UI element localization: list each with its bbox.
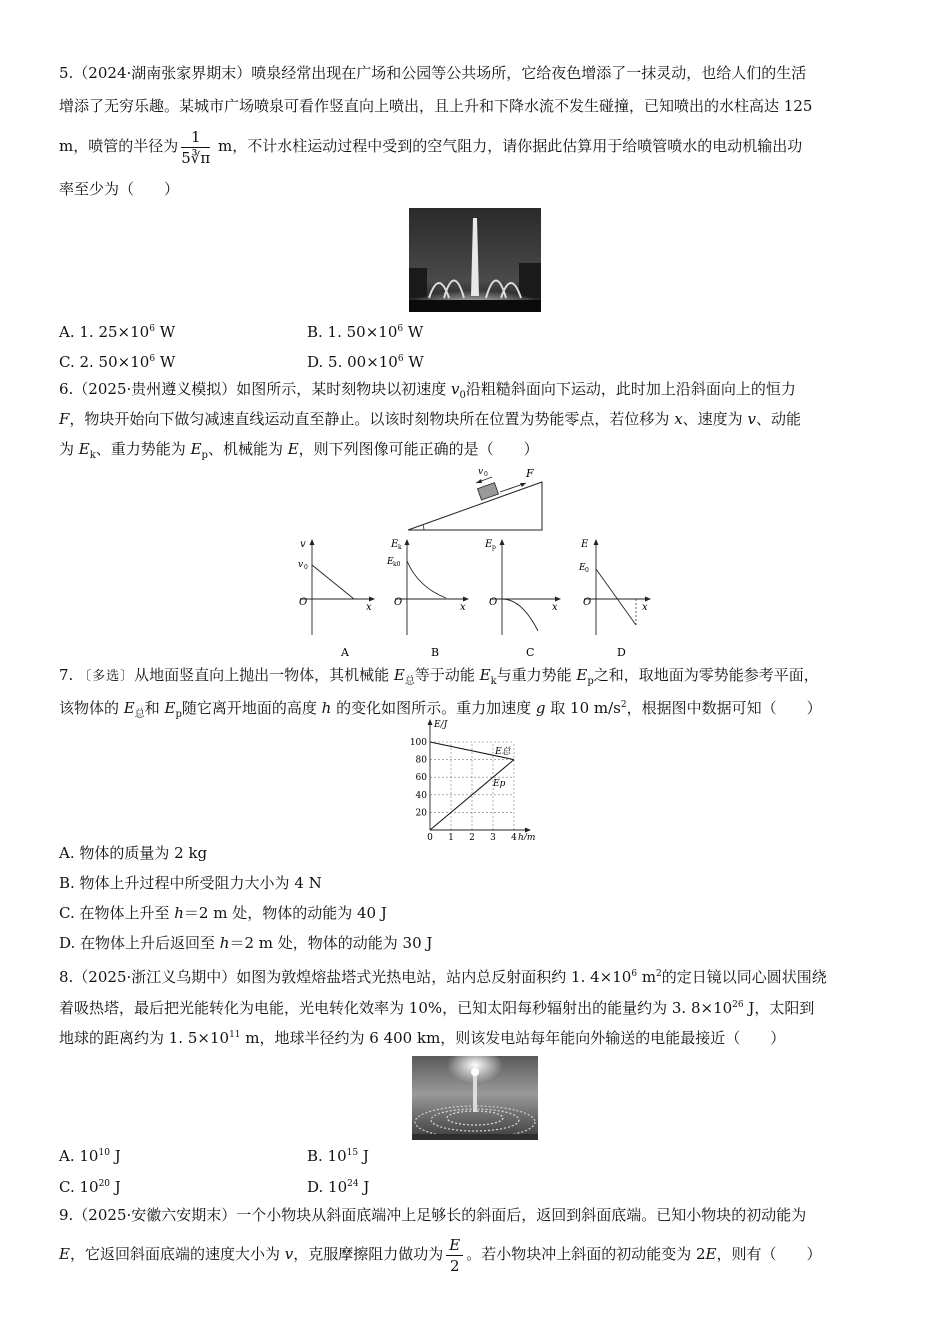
slope-v0-label: v [478,467,484,477]
q7-option-a[interactable]: A. 物体的质量为 2 kg [59,844,208,862]
q9-line-1: 9.（2025·安徽六安期末）一个小物块从斜面底端冲上足够长的斜面后，返回到斜面底端。已知小物块的初动能为 [59,1206,807,1224]
x-axis-label: h/m [518,833,536,840]
fountain-photo [409,208,541,312]
q5-line-3: m，喷管的半径为 $\frac{1}{5∛\pi}$ m，不计水柱运动过程中受到的空气阻力，请你据此估算用于给喷管喷水的电动机输出功 [59,127,803,167]
x-tick-label: 0 [427,833,433,840]
series-label-1: Ep [493,779,506,790]
graph-b-label: B [431,646,440,659]
graph-a-label: A [341,646,349,659]
q6-line-3: 为 $E_k$、重力势能为 $E_p$、机械能为 E，则下列图像可能正确的是（ ） [59,440,539,461]
svg-text:E: E [387,557,394,567]
graph-a-line [312,565,354,599]
q5-option-d[interactable]: D. 5. $00\times 10^6$ W [307,353,424,371]
svg-text:k: k [398,544,402,551]
q6-line-2: F，物块开始向下做匀减速直线运动直至静止。以该时刻物块所在位置为势能零点，若位移为 x、速度为 v、动能 [59,410,801,428]
y-axis-arrow [428,719,433,725]
q5-option-a[interactable]: A. 1. $25\times 10^6$ W [59,323,176,341]
q8-line-1: 8.（2025·浙江义乌期中）如图为敦煌熔盐塔式光热电站，站内总反射面积约 1. $4\times 10^6$ $m^2$的定日镜以同心圆状围绕 [59,968,827,986]
graph-d [578,539,651,659]
x-axis-arrow [525,828,531,833]
svg-text:x: x [642,602,648,613]
svg-text:v: v [300,539,306,550]
svg-text:v: v [298,560,304,570]
y-tick-label: 100 [409,738,427,748]
svg-text:x: x [366,602,372,613]
svg-text:0: 0 [484,471,488,478]
q9-work-fraction: $\frac{E}{2}$ [446,1235,463,1276]
x-tick-label: 4 [511,833,517,840]
q8-option-c[interactable]: C. $10^{20}$ J [59,1178,121,1196]
svg-text:x: x [552,602,558,613]
svg-text:E: E [391,539,399,550]
q9-line-2: E，它返回斜面底端的速度大小为 v，克服摩擦阻力做功为 $\frac{E}{2}$ 。若小物块冲上斜面的初动能变为 2E，则有（ ） [59,1235,822,1275]
q7-energy-chart [402,718,542,840]
q6-line-1: 6.（2025·贵州遵义模拟）如图所示，某时刻物块以初速度 $v_0$沿粗糙斜面向下运动，此时加上沿斜面向上的恒力 [59,380,796,401]
y-tick-label: 80 [415,755,427,766]
graph-d-line [596,569,636,625]
svg-text:0: 0 [304,564,308,571]
q5-option-b[interactable]: B. 1. $50\times 10^6$ W [307,323,424,341]
incline-diagram [400,462,550,534]
q8-option-d[interactable]: D. $10^{24}$ J [307,1178,370,1196]
svg-text:E: E [485,539,493,550]
svg-text:E: E [579,563,586,573]
y-tick-label: 40 [415,790,427,801]
graph-a [298,539,375,659]
graph-d-label: D [617,646,626,659]
q7-line-1: 7. 〔多选〕从地面竖直向上抛出一物体，其机械能 $E_总$等于动能 $E_k$与重力势能 $E_p$之和，取地面为零势能参考平面， [59,666,819,687]
q5-line-2: 增添了无穷乐趣。某城市广场喷泉可看作竖直向上喷出，且上升和下降水流不发生碰撞，已知喷出的水柱高达 125 [59,97,813,115]
block [477,483,498,500]
y-tick-label: 20 [415,808,427,819]
q5-radius-fraction: $\frac{1}{5∛\pi}$ [181,127,211,167]
graph-c-curve [502,599,538,631]
y-tick-label: 60 [415,773,427,784]
slope-f-label: F [526,467,534,480]
q5-option-c[interactable]: C. 2. $50\times 10^6$ W [59,353,176,371]
x-tick-label: 2 [469,833,475,840]
svg-text:O: O [394,597,403,608]
svg-text:O: O [583,597,592,608]
x-tick-label: 1 [448,833,454,840]
graph-b-curve [407,561,446,598]
graph-c [484,539,561,659]
q5-line-4: 率至少为（ ） [59,180,180,198]
q6-graphs [290,535,660,660]
q5-line-1: 5.（2024·湖南张家界期末）喷泉经常出现在广场和公园等公共场所，它给夜色增添了一抹灵动，也给人们的生活 [59,64,807,82]
svg-text:0: 0 [585,567,589,574]
q8-option-b[interactable]: B. $10^{15}$ J [307,1147,369,1165]
svg-text:x: x [460,602,466,613]
q7-option-d[interactable]: D. 在物体上升后返回至 h＝2 m 处，物体的动能为 30 J [59,934,433,952]
svg-text:k0: k0 [393,561,401,568]
solar-tower-photo [412,1056,538,1140]
q7-option-b[interactable]: B. 物体上升过程中所受阻力大小为 4 N [59,874,322,892]
series-label-0: E总 [495,747,511,758]
graph-b [386,539,469,659]
graph-c-label: C [526,646,535,659]
q8-option-a[interactable]: A. $10^{10}$ J [59,1147,121,1165]
svg-text:E: E [581,539,589,550]
svg-text:O: O [489,597,498,608]
x-tick-label: 3 [490,833,496,840]
svg-text:O: O [299,597,308,608]
q7-option-c[interactable]: C. 在物体上升至 h＝2 m 处，物体的动能为 40 J [59,904,387,922]
q8-line-3: 地球的距离约为 1. $5\times 10^{11}$ m，地球半径约为 6 400 km，则该发电站每年能向外输送的电能最接近（ ） [59,1029,786,1047]
q8-line-2: 着吸热塔，最后把光能转化为电能，光电转化效率为 10%，已知太阳每秒辐射出的能量约为 3. $8\times 10^{26}$ J，太阳到 [59,999,815,1017]
q7-line-2: 该物体的 $E_总$和 $E_p$随它离开地面的高度 h 的变化如图所示。重力加速度 g 取 10 $m/s^2$，根据图中数据可知（ ） [59,699,822,720]
svg-text:p: p [492,544,496,551]
y-axis-label: E/J [434,720,448,730]
